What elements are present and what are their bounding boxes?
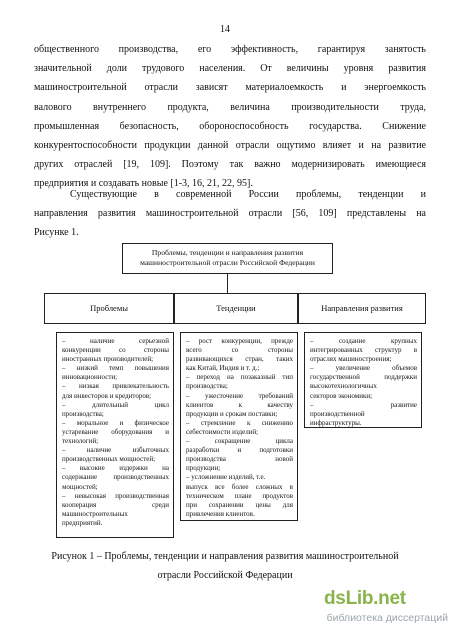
list-line: инфраструктуры. — [310, 418, 362, 427]
list-line: иностранных производителей; — [62, 355, 154, 364]
text-line: общественного производства, его эффективность, гарантируя занятость — [34, 44, 426, 55]
dslib-watermark — [300, 588, 448, 634]
list-line: – развитие — [310, 400, 417, 409]
list-line: секторов экономики; — [310, 391, 373, 400]
page-number: 14 — [220, 24, 230, 35]
list-line: привлечения клиентов. — [186, 509, 255, 518]
list-line: – усложнение изделий, т.е. — [186, 473, 266, 482]
text-line: промышленная безопасность, обороноспособность государства. Снижение — [34, 120, 426, 132]
list-line: развивающихся стран, таких — [186, 355, 293, 364]
list-line: высокотехнологичных — [310, 382, 377, 391]
list-line: – переход на позаказный тип — [186, 373, 293, 382]
text-line: Существующие в современной России проблемы, тенденции и — [70, 189, 426, 200]
list-line: клиентов к качеству — [186, 400, 293, 409]
header-problems: Проблемы — [44, 293, 174, 324]
logo-main: dsLib — [324, 588, 374, 609]
list-line: – моральное и физическое — [62, 418, 169, 427]
figure-caption-line-2: отрасли Российской Федерации — [157, 570, 293, 581]
dslib-logo — [324, 588, 406, 610]
list-line: конкуренции со стороны — [62, 346, 169, 355]
text-line: других отраслей [19, 109]. Поэтому так важно модернизировать имеющиеся — [34, 159, 426, 171]
text-line: валового внутреннего продукта, величина производительности труда, — [34, 101, 426, 113]
list-line: выпуск все более сложных в — [186, 482, 293, 491]
header-tendencies: Тенденции — [174, 293, 298, 324]
text-line: значительной доли трудового населения. От величины уровня развития — [34, 63, 426, 75]
list-line: разработки и подготовки — [186, 446, 293, 455]
text-line: машиностроительной отрасли зависят материалоемкость и энергоемкость — [34, 82, 426, 94]
list-line: устаревание оборудования и — [62, 427, 169, 436]
diagram-top-box — [122, 243, 333, 274]
top-box-line-1: Проблемы, тенденции и направления развития — [151, 248, 304, 257]
list-line: при сохранении цены для — [186, 500, 293, 509]
list-line: кооперация среди — [62, 500, 169, 509]
list-line: – наличие серьезной — [62, 337, 169, 345]
problems-list — [56, 332, 174, 538]
list-line: отраслях машиностроения; — [310, 355, 392, 364]
list-line: – рост конкуренции, прежде — [186, 337, 293, 345]
dslib-subtitle: библиотека диссертаций — [326, 612, 448, 624]
list-line: техническом плане продуктов — [186, 491, 293, 500]
list-line: – невысокая производственная — [62, 491, 169, 500]
list-line: всего со стороны — [186, 346, 293, 355]
list-line: – длительный цикл — [62, 400, 169, 409]
top-box-line-2: машиностроительной отрасли Российской Федерации — [140, 258, 315, 267]
figure-caption-line-1: Рисунок 1 – Проблемы, тенденции и направления развития машиностроительной — [51, 551, 399, 562]
list-line: продукции и срокам поставки; — [186, 409, 278, 418]
list-line: интегрированных структур в — [310, 346, 417, 355]
text-line: конкурентоспособности продукции данной отрасли ощутимо влияет и на развитие — [34, 139, 426, 151]
connector-vertical — [227, 274, 228, 293]
list-line: – низкая привлекательность — [62, 382, 169, 391]
tendencies-list — [180, 332, 298, 521]
list-line: – стремление к снижению — [186, 418, 293, 427]
list-line: инновационности; — [62, 373, 118, 382]
list-line: производственной — [310, 409, 365, 418]
list-line: предприятий. — [62, 518, 103, 527]
list-line: – наличие избыточных — [62, 446, 169, 455]
list-line: машиностроительных — [62, 509, 128, 518]
directions-list — [304, 332, 422, 428]
header-directions: Направления развития — [298, 293, 426, 324]
text-line: Рисунке 1. — [34, 227, 79, 239]
list-line: – низкий темп повышения — [62, 364, 169, 373]
list-line: продукции; — [186, 464, 221, 473]
logo-tld: net — [378, 588, 406, 609]
list-line: производства; — [62, 409, 104, 418]
list-line: производственных мощностей; — [62, 455, 156, 464]
list-line: как Китай, Индия и т. д.; — [186, 364, 260, 373]
list-line: – увеличение объемов — [310, 364, 417, 373]
list-line: производства новой — [186, 455, 293, 464]
list-line: – создание крупных — [310, 337, 417, 345]
list-line: – сокращение цикла — [186, 437, 293, 446]
list-line: производства; — [186, 382, 228, 391]
list-line: государственной поддержки — [310, 373, 417, 382]
list-line: мощностей; — [62, 482, 98, 491]
logo-dot: . — [373, 588, 379, 609]
text-line: направления развития машиностроительной отрасли [56, 109] представлены на — [34, 208, 426, 220]
list-line: себестоимости изделий; — [186, 427, 259, 436]
list-line: – ужесточение требований — [186, 391, 293, 400]
list-line: для инвесторов и кредиторов; — [62, 391, 152, 400]
list-line: – высокие издержки на — [62, 464, 169, 473]
list-line: технологий; — [62, 437, 99, 446]
list-line: содержание производственных — [62, 473, 169, 482]
text-line: предприятия и создавать новые [1-3, 16, 21, 22, 95]. — [34, 178, 253, 190]
